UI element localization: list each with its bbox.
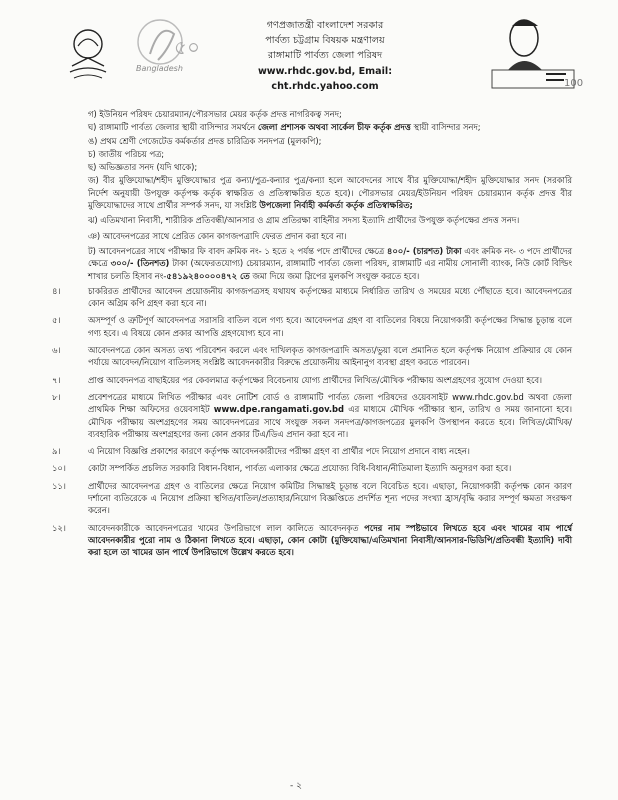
clause-8: ৮। প্রবেশপত্রের মাধ্যমে লিখিত পরীক্ষার এবং নোটিশ বোর্ড ও রাঙ্গামাটি পার্বত্য জেলা পরিষদের ওয়েবসাইট www.rhdc.gov.bd অথবা জেলা প্রাথমিক শিক্ষা অফিসের ওয়েবসাইট www.dpe.rangamati.gov.bd এর মাধ্যমে মৌখিক পরীক্ষার স্থান, তারিখ ও সময় জানানো হবে। মৌখিক পরীক্ষায় অংশগ্রহণের সময় আবেদনপত্রের সাথে সংযুক্ত সকল সনদপত্র/কাগজপত্রের মুলকপি উপস্থাপন করতে হবে। লিখিত/মৌখিক/ব্যবহারিক পরীক্ষায় অংশগ্রহণের জন্য কোন প্রকার টিএ/ডিএ প্রদান করা হবে না। [52,391,572,439]
requirement-ny: ঞ) আবেদনপত্রের সাথে প্রেরিত কোন কাগজপত্রাদি ফেরত প্রদান করা হবে না। [88,230,347,241]
ministry-title: পার্বত্য চট্টগ্রাম বিষয়ক মন্ত্রণালয় [265,35,385,46]
header-text [210,18,440,94]
clause-10: ১০। কোটা সম্পর্কিত প্রচলিত সরকারি বিধান-বিধান, পার্বত্য এলাকার ক্ষেত্রে প্রযোজ্য বিধি-বিধান/নীতিমালা ইত্যাদি অনুসরণ করা হবে। [52,463,512,474]
clause-6: ৬। আবেদনপত্রে কোন অসত্য তথ্য পরিবেশন করলে এবং দাখিলকৃত কাগজপত্রাদি অসত্য/ভুয়া বলে প্রমানিত হলে কর্তৃপক্ষ নিয়োগ প্রক্রিয়ার যে কোন পর্যায়ে আবেদন/নিয়োগ বাতিলসহ সংশ্লিষ্ট আবেদনকারীর বিরুদ্ধে প্রয়োজনীয় আইনানুগ ব্যবস্থা গ্রহণ করতে পারবেন। [52,345,572,368]
requirement-gh: ঘ) রাঙ্গামাটি পার্বত্য জেলার স্থায়ী বাসিন্দার সমর্থনে জেলা প্রশাসক অথবা সার্কেল চীফ কর্তৃক প্রদত্ত স্থায়ী বাসিন্দার সনদ; [88,122,481,133]
requirement-jh: ঝ) এতিমখানা নিবাসী, শারীরিক প্রতিবন্ধী/আনসার ও গ্রাম প্রতিরক্ষা বাহিনীর সদস্য ইত্যাদি প্রার্থীদের উপযুক্ত কর্তৃপক্ষের প্রদত্ত সনদ। [88,215,520,226]
requirement-g: গ) ইউনিয়ন পরিষদ চেয়ারম্যান/পৌরসভার মেয়র কর্তৃক প্রদত্ত নাগরিকত্ব সনদ; [88,109,342,119]
mujib-borsho-logo [484,12,584,90]
government-title: গণপ্রজাতন্ত্রী বাংলাদেশ সরকার [266,20,384,31]
council-logo [62,22,114,84]
clause-4: ৪। চাকরিরত প্রার্থীদের আবেদন প্রয়োজনীয় কাগজপত্রসহ যথাযথ কর্তৃপক্ষের মাধ্যমে নির্ধারিত তারিখ ও সময়ের মধ্যে পৌঁছাতে হবে। আবেদনপত্রের কোন অগ্রিম কপি গ্রহণ করা হবে না। [52,285,572,309]
clause-11: ১১। প্রার্থীদের আবেদনপত্র গ্রহণ ও বাতিলের ক্ষেত্রে নিয়োগ কমিটির সিদ্ধান্তই চূড়ান্ত বলে বিবেচিত হবে। এছাড়া, নিয়োগকারী কর্তৃপক্ষ কোন কারণ দর্শানো ব্যতিরেকে এ নিয়োগ প্রক্রিয়া স্থগিত/বাতিল/প্রত্যাহার/নিয়োগ বিজ্ঞপ্তিতে প্রদর্শিত শূন্য পদের সংখ্যা হ্রাস/বৃদ্ধি করার সম্পূর্ণ ক্ষমতা সংরক্ষণ করেন। [52,480,572,516]
clause-12: ১২। আবেদনকারীকে আবেদনপত্রের খামের উপরিভাগে লাল কালিতে আবেদনকৃত পদের নাম স্পষ্টভাবে লিখতে হবে এবং খামের বাম পার্শ্বে আবেদনকারীর পুরো নাম ও ঠিকানা লিখতে হবে। এছাড়া, কোন কোটা (মুক্তিযোদ্ধা/এতিমখানা নিবাসী/আনসার-ভিডিপি/প্রতিবন্ধী ইত্যাদি) দাবী করা হলে তা খামের ডান পার্শ্বে উপরিভাগে উল্লেখ করতে হবে। [52,522,572,558]
requirement-ch: চ) জাতীয় পরিচয় পত্র; [88,148,165,159]
bangladesh-50-logo: ৫০ Bangladesh [130,14,202,84]
page-number: - ২ [290,781,302,791]
svg-text:100: 100 [564,78,584,89]
requirement-j: জ) বীর মুক্তিযোদ্ধা/শহীদ মুক্তিযোদ্ধার পুত্র কন্যা/পুত্র-কন্যার পুত্র/কন্যা হলে আবেদনের সাথে বীর মুক্তিযোদ্ধা/শহীদ মুক্তিযোদ্ধার সনদ (সরকারি নির্দেশ অনুযায়ী উপযুক্ত কর্তৃপক্ষ কর্তৃক স্বাক্ষরিত ও প্রতিস্বাক্ষরিত হতে হবে)। পৌরসভার মেয়র/ইউনিয়ন পরিষদ চেয়ারম্যান কর্তৃক প্রদত্ত বীর মুক্তিযোদ্ধাদের সাথে প্রার্থীর সম্পর্ক সনদ, যা সংশ্লিষ্ট উপজেলা নির্বাহী কর্মকর্তা কর্তৃক প্রতিস্বাক্ষরিত; [88,175,572,211]
clause-5: ৫। অসম্পূর্ণ ও ত্রুটিপূর্ণ আবেদনপত্র সরাসরি বাতিল বলে গণ্য হবে। আবেদনপত্র গ্রহণ বা বাতিলের বিষয়ে নিয়োগকারী কর্তৃপক্ষের সিদ্ধান্ত চূড়ান্ত বলে গণ্য হবে। এ বিষয়ে কোন প্রকার আপত্তি গ্রহণযোগ্য হবে না। [52,315,572,338]
requirement-ng: ঙ) প্রথম শ্রেণী গেজেটেড কর্মকর্তার প্রদত্ত চারিত্রিক সনদপত্র (মুলকপি); [88,135,322,146]
clause-9: ৯। এ নিয়োগ বিজ্ঞপ্তি প্রকাশের কারণে কর্তৃপক্ষ আবেদনকারীদের পরীক্ষা গ্রহণ বা প্রার্থীর পদে নিয়োগ প্রদানে বাধ্য নহেন। [52,446,470,457]
notice-body [52,108,572,564]
letterhead [0,0,618,100]
website-email: www.rhdc.gov.bd, Email: cht.rhdc.yahoo.com [257,66,393,92]
requirement-chh: ছ) অভিজ্ঞতার সনদ (যদি থাকে); [88,162,198,173]
clause-7: ৭। প্রাপ্ত আবেদনপত্র বাছাইয়ের পর কেবলমাত্র কর্তৃপক্ষের বিবেচনায় যোগ্য প্রার্থীদের লিখিত/মৌখিক পরীক্ষায় অংশগ্রহণের সুযোগ দেওয়া হবে। [52,374,542,385]
requirement-t: ট) আবেদনপত্রের সাথে পরীক্ষার ফি বাবদ ক্রমিক নং- ১ হতে ২ পর্যন্ত পদে প্রার্থীদের ক্ষেত্রে ৪০০/- (চারশত) টাকা এবং ক্রমিক নং- ৩ পদে প্রার্থীদের ক্ষেত্রে ৩০০/- (তিনশত) টাকা (অফেরতযোগ্য) চেয়ারম্যান, রাঙ্গামাটি পার্বত্য জেলা পরিষদ, রাঙ্গামাটি এর নামীয় সোনালী ব্যাংক, নিউ কোর্ট বিল্ডিং শাখার চলতি হিসাব নং-৫৪১৯২৪০০০০৪৭২ তে জমা দিয়ে জমা স্লিপের মুলকপি সংযুক্ত করতে হবে। [88,245,572,281]
svg-text:৫০: ৫০ [174,35,200,59]
council-title: রাঙ্গামাটি পার্বত্য জেলা পরিষদ [267,50,383,61]
